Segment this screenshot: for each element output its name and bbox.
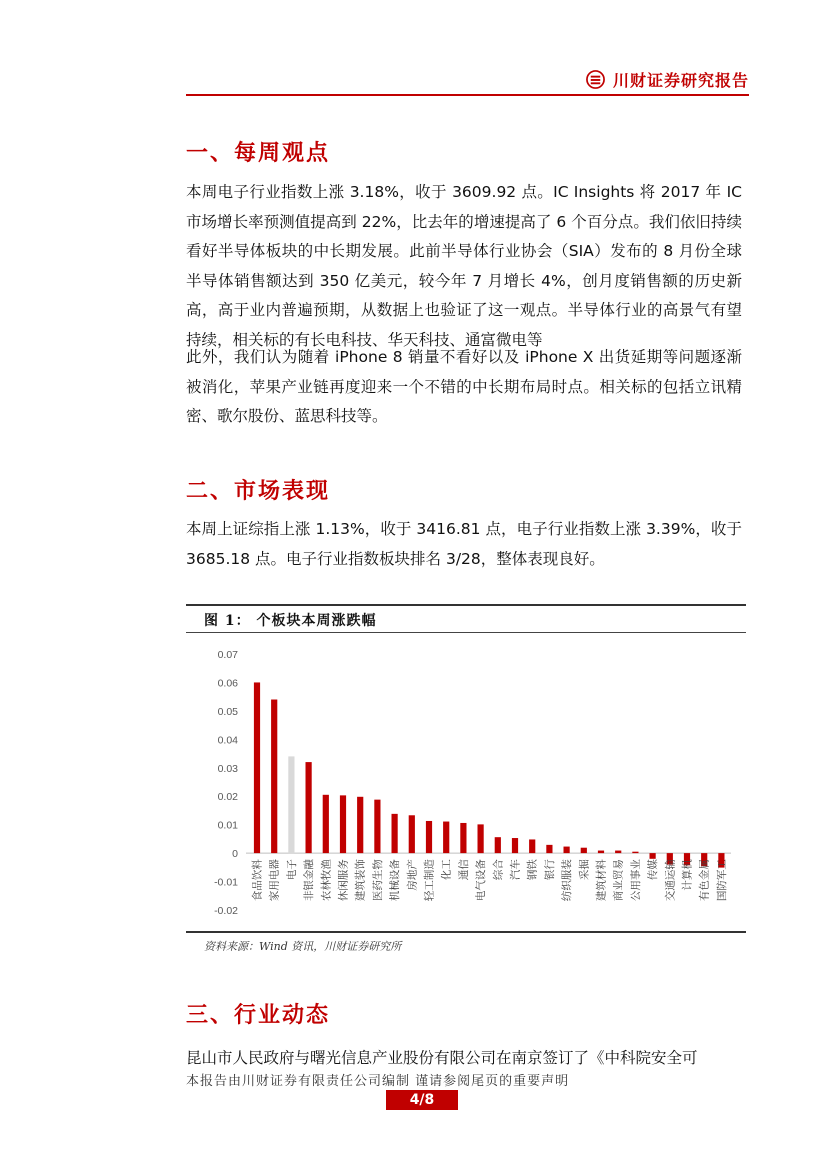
figure-1 (186, 604, 746, 934)
category-label: 化工 (440, 859, 453, 881)
bar (512, 838, 518, 853)
section-2-para-1: 本周上证综指上涨 1.13%，收于 3416.81 点，电子行业指数上涨 3.39%，收于 3685.18 点。电子行业指数板块排名 3/28，整体表现良好。 (186, 520, 742, 568)
bar (564, 847, 570, 854)
category-label: 轻工制造 (423, 859, 436, 902)
bar (254, 682, 260, 853)
figure-title: 图 1： 个板块本周涨跌幅 (204, 613, 377, 629)
bar (426, 821, 432, 853)
category-label: 休闲服务 (337, 859, 350, 902)
y-tick-label: 0.07 (217, 649, 238, 661)
category-label: 农林牧渔 (320, 859, 333, 902)
category-label: 有色金属 (698, 859, 711, 902)
bar (374, 800, 380, 853)
category-label: 纺织服装 (561, 859, 574, 902)
category-label: 食品饮料 (251, 859, 264, 902)
bar (340, 795, 346, 853)
category-label: 电子 (285, 859, 298, 881)
y-tick-label: 0.01 (217, 819, 238, 832)
page-header (186, 62, 749, 96)
brand-logo-icon (586, 70, 605, 89)
y-tick-label: 0 (232, 848, 238, 861)
y-tick-label: 0.04 (217, 734, 238, 747)
y-tick-label: 0.02 (217, 791, 238, 804)
figure-source: 资料来源：Wind 资讯，川财证券研究所 (204, 940, 402, 953)
bar (409, 815, 415, 853)
category-label: 建筑装饰 (354, 859, 367, 902)
page-number: 4/8 (386, 1090, 458, 1110)
bar (495, 837, 501, 853)
footer-disclaimer: 本报告由川财证券有限责任公司编制 谨请参阅尾页的重要声明 (186, 1074, 570, 1089)
section-2-title: 二、市场表现 (186, 478, 331, 504)
category-label: 汽车 (509, 859, 522, 881)
figure-bottom-rule (186, 931, 746, 933)
brand (586, 68, 749, 91)
category-label: 建筑材料 (595, 859, 608, 902)
category-label: 采掘 (578, 859, 591, 881)
sector-change-chart (186, 604, 746, 930)
y-tick-label: 0.03 (217, 762, 238, 775)
bar (288, 756, 294, 853)
category-label: 房地产 (406, 859, 419, 891)
category-label: 交通运输 (664, 859, 677, 902)
category-label: 钢铁 (526, 859, 539, 881)
category-label: 传媒 (647, 859, 660, 881)
category-label: 综合 (492, 859, 505, 881)
bar (357, 797, 363, 853)
category-label: 商业贸易 (612, 859, 625, 902)
section-1-title: 一、每周观点 (186, 140, 331, 166)
bar (546, 845, 552, 853)
y-tick-label: 0.05 (217, 705, 238, 718)
y-tick-label: -0.01 (214, 876, 238, 889)
bar (443, 822, 449, 854)
section-3-title: 三、行业动态 (186, 1002, 331, 1028)
category-label: 家用电器 (268, 859, 281, 902)
bar (529, 839, 535, 853)
category-label: 医药生物 (371, 859, 384, 902)
category-label: 电气设备 (475, 859, 488, 902)
bar (306, 762, 312, 853)
bar (598, 851, 604, 854)
bar (460, 823, 466, 853)
bar (323, 795, 329, 853)
category-label: 计算机 (681, 859, 694, 891)
y-tick-label: -0.02 (214, 905, 238, 917)
bar (271, 700, 277, 854)
category-label: 非银金融 (303, 859, 316, 902)
section-1-para-2: 此外，我们认为随着 iPhone 8 销量不看好以及 iPhone X 出货延期等问题逐渐被消化，苹果产业链再度迎来一个不错的中长期布局时点。相关标的包括立讯精密、歌尔股份、蓝思科技等。 (186, 348, 742, 426)
brand-name: 川财证券研究报告 (612, 71, 749, 90)
bar (650, 853, 656, 859)
bar (392, 814, 398, 853)
category-label: 通信 (457, 859, 470, 881)
bar (581, 848, 587, 853)
category-label: 国防军工 (715, 859, 728, 902)
bar (478, 824, 484, 853)
category-label: 银行 (543, 859, 556, 881)
section-1-para-1: 本周电子行业指数上涨 3.18%，收于 3609.92 点。IC Insights 将 2017 年 IC 市场增长率预测值提高到 22%，比去年的增速提高了 6 个百分点。我们依旧持续看好半导体板块的中长期发展。此前半导体行业协会（SIA）发布的 8 月份全球半导体销售额达到 350 亿美元，较今年 7 月增长 4%，创月度销售额的历史新高，高于业内普遍预期，从数据上也验证了这一观点。半导体行业的高景气有望持续，相关标的有长电科技、华天科技、通富微电等 (186, 183, 742, 349)
bar (615, 851, 621, 854)
y-tick-label: 0.06 (217, 677, 238, 690)
category-label: 机械设备 (389, 859, 402, 902)
section-3-para-1: 昆山市人民政府与曙光信息产业股份有限公司在南京签订了《中科院安全可 (186, 1049, 698, 1067)
bar (632, 852, 638, 853)
category-label: 公用事业 (629, 859, 642, 902)
